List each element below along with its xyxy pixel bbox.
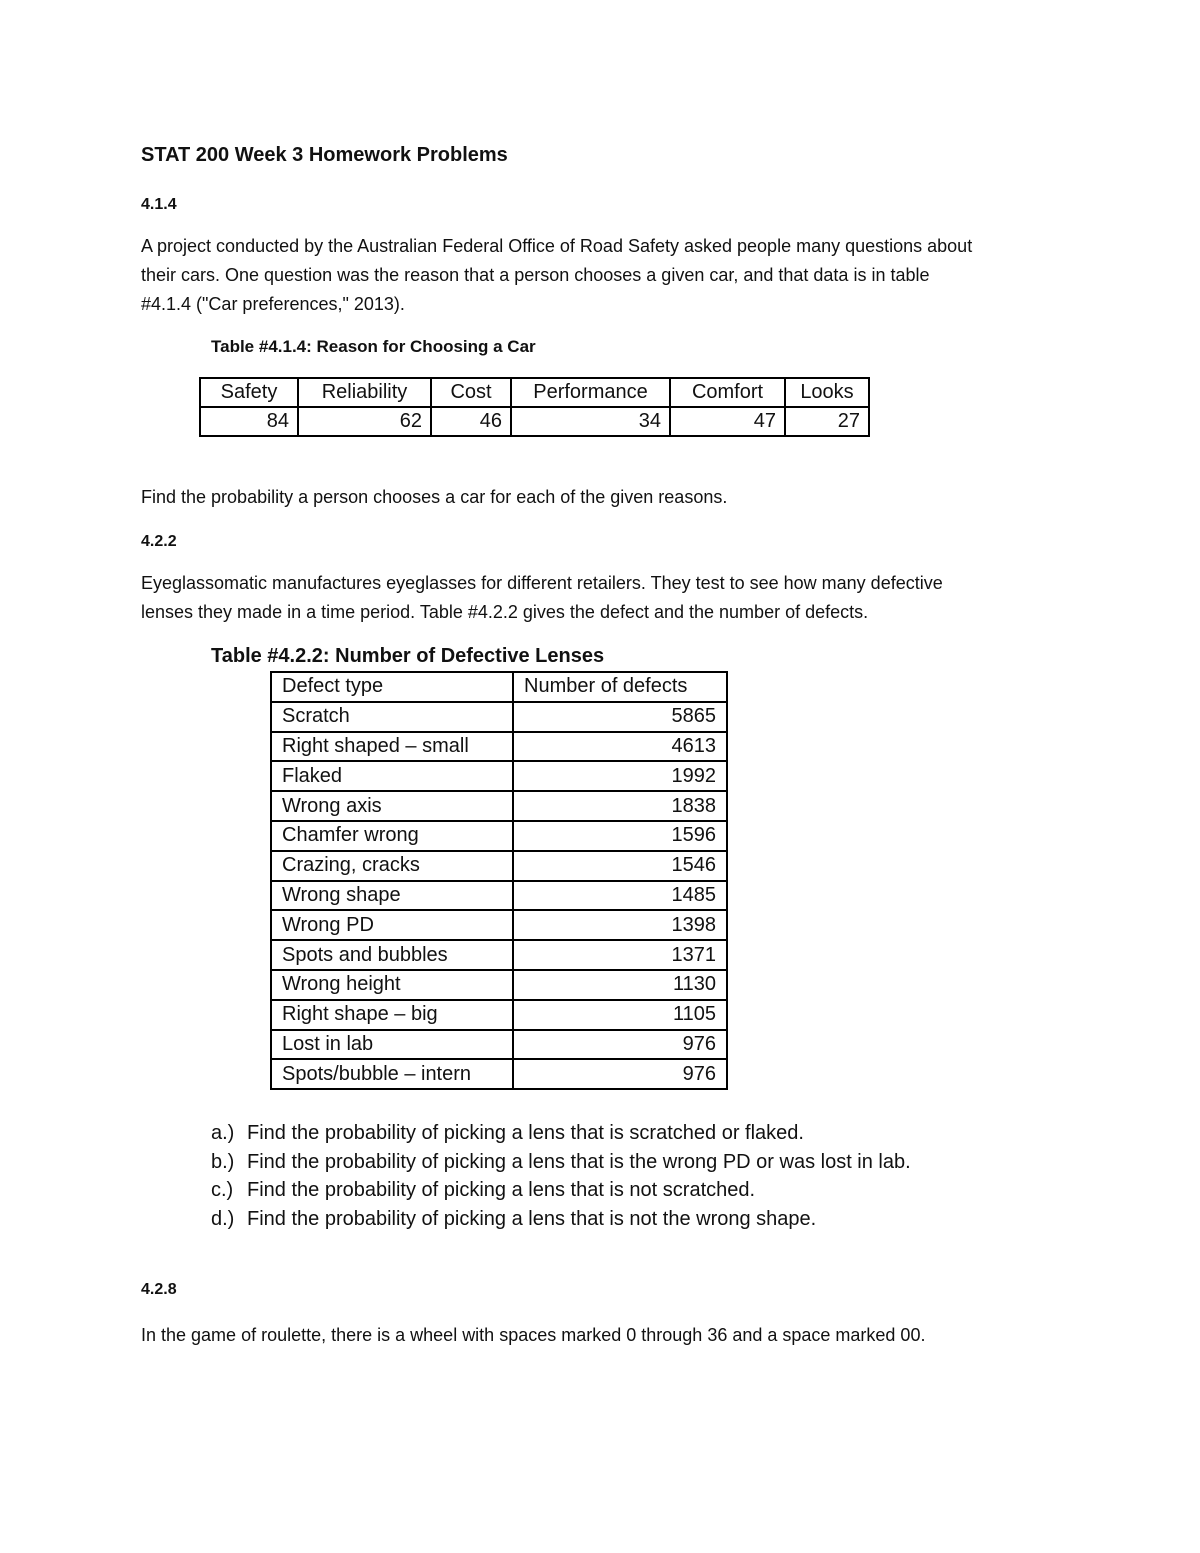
defect-type-cell: Right shape – big (271, 1000, 513, 1030)
question-item (211, 1119, 1111, 1148)
section-label-4-2-8: 4.2.8 (141, 1281, 177, 1298)
defect-count-cell: 1371 (513, 940, 727, 970)
section-4-2-8-paragraph: In the game of roulette, there is a wheel with spaces marked 0 through 36 and a space marked 00. (141, 1325, 926, 1345)
section-4-1-4-paragraph (141, 232, 1071, 319)
section-label-4-1-4: 4.1.4 (141, 196, 177, 213)
paragraph-line: Eyeglassomatic manufactures eyeglasses for different retailers. They test to see how many defective (141, 573, 943, 593)
value-cell: 34 (511, 407, 670, 436)
section-4-2-2-paragraph (141, 569, 1071, 627)
defective-lenses-rows (271, 702, 727, 1089)
defective-lenses-table (270, 671, 728, 1090)
defect-type-cell: Wrong shape (271, 881, 513, 911)
defect-count-cell: 1130 (513, 970, 727, 1000)
table-row (271, 791, 727, 821)
table-caption-4-2-2: Table #4.2.2: Number of Defective Lenses (211, 645, 605, 667)
question-item (211, 1176, 1111, 1205)
defect-type-cell: Spots/bubble – intern (271, 1059, 513, 1089)
defect-count-cell: 1992 (513, 761, 727, 791)
header-cell: Comfort (670, 378, 785, 407)
value-cell: 84 (200, 407, 298, 436)
table-row (271, 851, 727, 881)
question-letter: d.) (211, 1207, 235, 1230)
header-cell: Number of defects (513, 672, 727, 702)
table-row (271, 821, 727, 851)
defect-type-cell: Wrong PD (271, 910, 513, 940)
question-item (211, 1205, 1111, 1234)
defect-type-cell: Flaked (271, 761, 513, 791)
question-text: Find the probability of picking a lens that is scratched or flaked. (247, 1122, 804, 1144)
header-cell: Cost (431, 378, 511, 407)
defect-type-cell: Crazing, cracks (271, 851, 513, 881)
section-label-4-2-2: 4.2.2 (141, 533, 177, 550)
table-header-row (200, 378, 869, 407)
table-row (271, 1000, 727, 1030)
table-row (271, 1059, 727, 1089)
question-text: Find the probability of picking a lens that is the wrong PD or was lost in lab. (247, 1150, 911, 1173)
defect-count-cell: 1596 (513, 821, 727, 851)
defect-type-cell: Scratch (271, 702, 513, 732)
document-title: STAT 200 Week 3 Homework Problems (141, 144, 508, 166)
question-item (211, 1148, 1111, 1177)
defect-type-cell: Chamfer wrong (271, 821, 513, 851)
defect-type-cell: Wrong height (271, 970, 513, 1000)
question-text: Find the probability of picking a lens that is not scratched. (247, 1179, 756, 1201)
defect-count-cell: 1546 (513, 851, 727, 881)
value-cell: 27 (785, 407, 869, 436)
question-letter: c.) (211, 1179, 234, 1201)
question-list-4-2-2 (211, 1119, 1111, 1233)
table-caption-4-1-4: Table #4.1.4: Reason for Choosing a Car (211, 337, 536, 356)
defect-count-cell: 4613 (513, 732, 727, 762)
header-cell: Reliability (298, 378, 431, 407)
header-cell: Defect type (271, 672, 513, 702)
paragraph-line: their cars. One question was the reason that a person chooses a given car, and that data is in table (141, 265, 930, 285)
table-row (271, 761, 727, 791)
table-row (200, 407, 869, 436)
header-cell: Performance (511, 378, 670, 407)
table-row (271, 732, 727, 762)
paragraph-line: A project conducted by the Australian Federal Office of Road Safety asked people many questions about (141, 236, 973, 256)
table-row (271, 1030, 727, 1060)
value-cell: 62 (298, 407, 431, 436)
table-row (271, 881, 727, 911)
table-header-row (271, 672, 727, 702)
value-cell: 46 (431, 407, 511, 436)
car-preference-table (199, 377, 870, 437)
defect-count-cell: 1398 (513, 910, 727, 940)
header-cell: Looks (785, 378, 869, 407)
defect-count-cell: 5865 (513, 702, 727, 732)
paragraph-line: #4.1.4 ("Car preferences," 2013). (141, 294, 405, 314)
defect-type-cell: Spots and bubbles (271, 940, 513, 970)
question-text: Find the probability of picking a lens that is not the wrong shape. (247, 1207, 817, 1230)
question-4-1-4: Find the probability a person chooses a car for each of the given reasons. (141, 487, 728, 507)
defect-type-cell: Wrong axis (271, 791, 513, 821)
defect-count-cell: 1485 (513, 881, 727, 911)
table-row (271, 910, 727, 940)
value-cell: 47 (670, 407, 785, 436)
question-letter: a.) (211, 1122, 235, 1144)
table-row (271, 970, 727, 1000)
table-row (271, 702, 727, 732)
defect-count-cell: 976 (513, 1059, 727, 1089)
defect-count-cell: 1105 (513, 1000, 727, 1030)
defect-count-cell: 1838 (513, 791, 727, 821)
paragraph-line: lenses they made in a time period. Table #4.2.2 gives the defect and the number of defects. (141, 602, 869, 622)
header-cell: Safety (200, 378, 298, 407)
question-letter: b.) (211, 1150, 235, 1173)
table-row (271, 940, 727, 970)
defect-type-cell: Lost in lab (271, 1030, 513, 1060)
defect-count-cell: 976 (513, 1030, 727, 1060)
defect-type-cell: Right shaped – small (271, 732, 513, 762)
